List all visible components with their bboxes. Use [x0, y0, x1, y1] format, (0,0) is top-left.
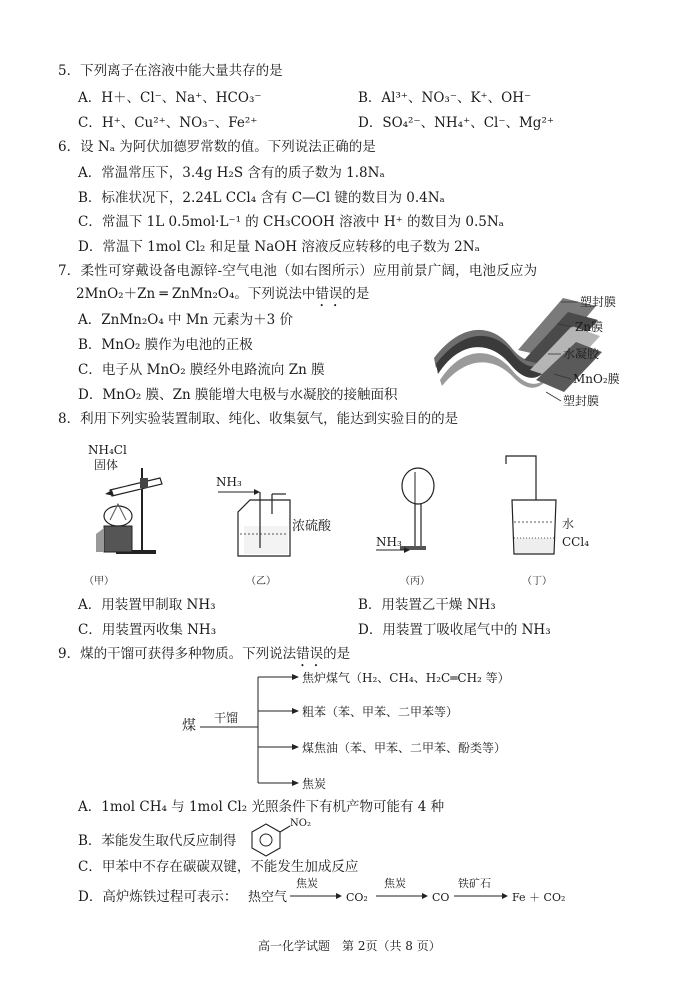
- q7-stem-tail: 的是: [342, 286, 370, 302]
- page-footer: 高一化学试题 第 2页（共 8 页）: [258, 939, 441, 953]
- q7-stem-line2: [76, 285, 369, 310]
- q7-stem-equation: 2MnO₂＋Zn ═ ZnMn₂O₄。下列说法中: [76, 286, 316, 302]
- product-coal-tar: 煤焦油（苯、甲苯、二甲苯、酚类等）: [302, 741, 507, 755]
- yi-acid-label: 浓硫酸: [292, 519, 332, 534]
- q6-option-b: B．标准状况下，2.24L CCl₄ 含有 C—Cl 键的数目为 0.4Nₐ: [78, 190, 445, 206]
- caption-bing: （丙）: [400, 576, 430, 587]
- q9-emphasis: 错误: [296, 646, 324, 662]
- q5-option-d: D．SO₄²⁻、NH₄⁺、Cl⁻、Mg²⁺: [358, 115, 554, 131]
- eq-co: CO: [432, 891, 450, 904]
- bing-nh3-label: NH₃: [376, 535, 402, 549]
- label-hydrogel: 水凝胶: [563, 347, 600, 361]
- q7-option-a: A．ZnMn₂O₄ 中 Mn 元素为＋3 价: [78, 312, 294, 328]
- label-zn-film: Zn膜: [575, 320, 604, 334]
- ding-water-label: 水: [562, 517, 575, 531]
- eq-cond-3: 铁矿石: [458, 877, 491, 890]
- apparatus-yi: [216, 475, 332, 556]
- nitro-group-label: NO₂: [290, 818, 311, 829]
- label-plastic-film-bottom: 塑封膜: [563, 394, 600, 408]
- product-coke-oven-gas: 焦炉煤气（H₂、CH₄、H₂C═CH₂ 等）: [302, 671, 510, 685]
- q5-stem: 5．下列离子在溶液中能大量共存的是: [58, 63, 283, 79]
- blast-furnace-equation: [248, 874, 568, 910]
- q7-option-c: C．电子从 MnO₂ 膜经外电路流向 Zn 膜: [78, 362, 325, 378]
- q6-stem: 6．设 Nₐ 为阿伏加德罗常数的值。下列说法正确的是: [58, 139, 376, 155]
- eq-cond-2: 焦炭: [384, 877, 406, 890]
- q9-option-b: B．苯能发生取代反应制得: [78, 833, 237, 849]
- q8-option-a: A．用装置甲制取 NH₃: [78, 597, 216, 613]
- eq-co2: CO₂: [346, 891, 368, 904]
- ding-ccl4-label: CCl₄: [562, 535, 590, 549]
- q7-option-b: B．MnO₂ 膜作为电池的正极: [78, 337, 253, 353]
- q6-option-c: C．常温下 1L 0.5mol·L⁻¹ 的 CH₃COOH 溶液中 H⁺ 的数目为 0.5Nₐ: [78, 214, 504, 230]
- caption-yi: （乙）: [246, 576, 276, 587]
- jia-solid-label: 固体: [94, 458, 119, 472]
- q9-option-a: A．1mol CH₄ 与 1mol Cl₂ 光照条件下有机产物可能有 4 种: [78, 799, 445, 815]
- q7-stem-line1: 7．柔性可穿戴设备电源锌-空气电池（如右图所示）应用前景广阔，电池反应为: [58, 263, 538, 279]
- apparatus-jia: [88, 443, 162, 554]
- apparatus-bing: [376, 468, 434, 553]
- q9-stem-tail: 的是: [323, 646, 351, 662]
- product-coke: 焦炭: [302, 777, 327, 791]
- label-plastic-film-top: 塑封膜: [580, 295, 617, 309]
- product-crude-benzene: 粗苯（苯、甲苯、二甲苯等）: [302, 705, 459, 719]
- q9-stem-start: 9．煤的干馏可获得多种物质。下列说法: [58, 646, 297, 662]
- q8-option-d: D．用装置丁吸收尾气中的 NH₃: [358, 622, 551, 638]
- q8-stem: 8．利用下列实验装置制取、纯化、收集氨气，能达到实验目的的是: [58, 411, 459, 427]
- q8-option-c: C．用装置丙收集 NH₃: [78, 622, 217, 638]
- q5-option-b: B．Al³⁺、NO₃⁻、K⁺、OH⁻: [358, 90, 532, 106]
- caption-ding: （丁）: [522, 576, 552, 587]
- q7-emphasis: 错误: [315, 286, 343, 302]
- label-line-5: [546, 392, 561, 401]
- q6-option-d: D．常温下 1mol Cl₂ 和足量 NaOH 溶液反应转移的电子数为 2Nₐ: [78, 239, 480, 255]
- label-mno2-film: MnO₂膜: [573, 372, 620, 386]
- q5-option-c: C．H⁺、Cu²⁺、NO₃⁻、Fe²⁺: [78, 115, 258, 131]
- q6-option-a: A．常温常压下，3.4g H₂S 含有的质子数为 1.8Nₐ: [78, 165, 385, 181]
- eq-products: Fe ＋ CO₂: [512, 891, 566, 904]
- q7-option-d: D．MnO₂ 膜、Zn 膜能增大电极与水凝胶的接触面积: [78, 387, 398, 403]
- coal-label: 煤: [182, 718, 196, 734]
- nitrobenzene-structure: [244, 814, 314, 858]
- jia-nh4cl-label: NH₄Cl: [88, 443, 127, 457]
- caption-jia: （甲）: [84, 576, 114, 587]
- eq-cond-1: 焦炭: [296, 877, 318, 890]
- q8-option-b: B．用装置乙干燥 NH₃: [358, 597, 496, 613]
- q9-option-c: C．甲苯中不存在碳碳双键，不能发生加成反应: [78, 859, 359, 875]
- apparatus-figures: [60, 438, 620, 590]
- coal-distillation-diagram: [182, 664, 522, 794]
- apparatus-ding: [506, 456, 589, 554]
- q9-option-d: D．高炉炼铁过程可表示：: [78, 889, 238, 905]
- distillation-label: 干馏: [214, 711, 239, 725]
- q5-option-a: A．H＋、Cl⁻、Na⁺、HCO₃⁻: [78, 90, 262, 106]
- battery-diagram: [428, 284, 628, 412]
- eq-hot-air: 热空气: [248, 890, 288, 905]
- yi-nh3-label: NH₃: [216, 475, 242, 489]
